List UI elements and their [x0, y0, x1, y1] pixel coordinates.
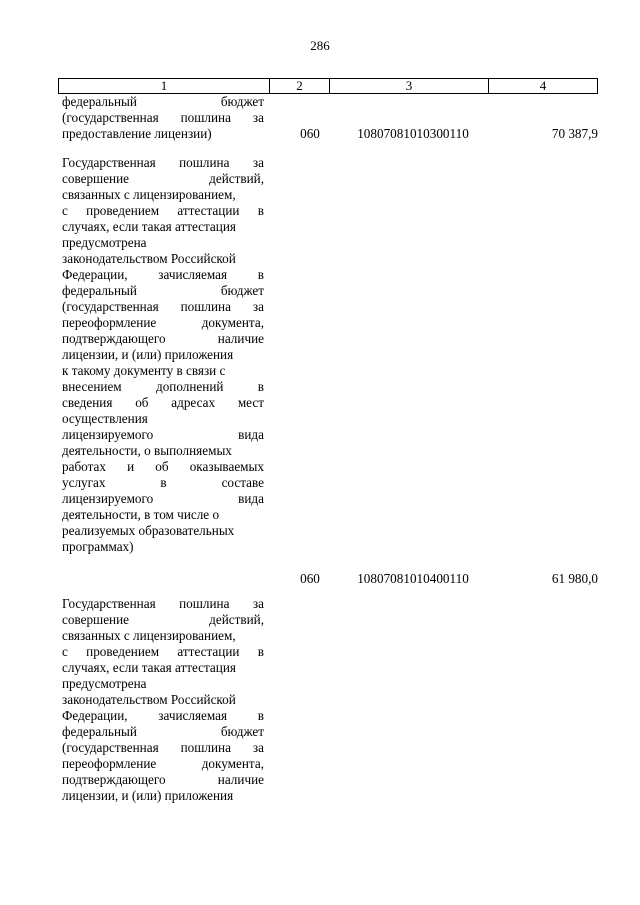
word: переоформление — [62, 756, 157, 771]
word: внесением — [62, 379, 122, 394]
text-line — [62, 708, 264, 724]
row-1-admin-code: 060 — [300, 126, 320, 141]
text-line — [62, 299, 264, 315]
word: мест — [237, 395, 264, 410]
word: пошлина — [179, 155, 230, 170]
row-1-amount: 70 387,9 — [551, 126, 598, 141]
row-2-admin-code: 060 — [300, 571, 320, 586]
text-line — [62, 347, 264, 363]
word: пошлина — [180, 740, 231, 755]
text-line — [62, 772, 264, 788]
row-1-kbk: 10807081010300110 — [357, 126, 469, 141]
header-col-1: 1 — [59, 79, 270, 93]
word: аттестации — [177, 203, 240, 218]
word: аттестации — [177, 644, 240, 659]
word: совершение — [62, 612, 130, 627]
text-line — [62, 491, 264, 507]
text-line — [62, 724, 264, 740]
word: лицензии, и (или) приложения — [62, 347, 234, 362]
word: лицензии, и (или) приложения — [62, 788, 234, 803]
word: адресах — [171, 395, 216, 410]
text-line — [62, 443, 264, 459]
word: бюджет — [220, 724, 264, 739]
text-line — [62, 203, 264, 219]
text-line — [62, 756, 264, 772]
row-2-amount: 61 980,0 — [551, 571, 598, 586]
word: в — [257, 644, 264, 659]
word: в — [257, 203, 264, 218]
word: предусмотрена — [62, 676, 147, 691]
word: к такому документу в связи с — [62, 363, 226, 378]
word: об — [155, 459, 169, 474]
text-line — [62, 267, 264, 283]
text-line — [62, 459, 264, 475]
word: случаях, если такая аттестация — [62, 219, 236, 234]
word: совершение — [62, 171, 130, 186]
table-header-row — [58, 78, 598, 94]
word: услугах — [62, 475, 106, 490]
header-col-4: 4 — [539, 78, 547, 93]
word: действий, — [209, 612, 264, 627]
word: наличие — [217, 331, 264, 346]
word: Федерации, — [62, 267, 128, 282]
word: Федерации, — [62, 708, 128, 723]
word: подтверждающего — [62, 331, 166, 346]
word: действий, — [209, 171, 264, 186]
word: пошлина — [180, 110, 231, 125]
text-line — [62, 612, 264, 628]
word: Государственная — [62, 596, 156, 611]
word: (государственная — [62, 740, 159, 755]
word: вида — [238, 491, 264, 506]
word: за — [252, 110, 264, 125]
text-line — [62, 523, 264, 539]
text-line — [62, 283, 264, 299]
word: документа, — [201, 315, 264, 330]
word: федеральный — [62, 94, 137, 109]
word: связанных с лицензированием, — [62, 628, 236, 643]
word: наличие — [217, 772, 264, 787]
word: проведением — [86, 203, 160, 218]
word: (государственная — [62, 299, 159, 314]
text-line — [62, 379, 264, 395]
word: лицензируемого — [62, 491, 154, 506]
header-col-3: 3 — [330, 79, 489, 93]
word: деятельности, о выполняемых — [62, 443, 232, 458]
word: предоставление лицензии) — [62, 126, 212, 141]
text-line — [62, 507, 264, 523]
word: с — [62, 203, 68, 218]
text-line — [62, 126, 264, 142]
word: в — [160, 475, 167, 490]
word: об — [135, 395, 149, 410]
text-line — [62, 363, 264, 379]
row-1-description — [62, 94, 264, 142]
word: сведения — [62, 395, 113, 410]
word: составе — [221, 475, 264, 490]
text-line — [62, 187, 264, 203]
text-line — [62, 235, 264, 251]
word: вида — [238, 427, 264, 442]
text-line — [62, 660, 264, 676]
text-line — [62, 395, 264, 411]
word: осуществления — [62, 411, 148, 426]
word: пошлина — [179, 596, 230, 611]
word: бюджет — [220, 94, 264, 109]
word: за — [252, 299, 264, 314]
word: Государственная — [62, 155, 156, 170]
text-line — [62, 171, 264, 187]
text-line — [62, 740, 264, 756]
word: зачисляемая — [158, 708, 228, 723]
text-line — [62, 219, 264, 235]
word: программах) — [62, 539, 134, 554]
header-col-2: 2 — [270, 79, 330, 93]
text-line — [62, 692, 264, 708]
word: федеральный — [62, 724, 137, 739]
text-line — [62, 596, 264, 612]
word: дополнений — [155, 379, 224, 394]
word: за — [252, 740, 264, 755]
text-line — [62, 155, 264, 171]
word: работах — [62, 459, 106, 474]
word: зачисляемая — [158, 267, 228, 282]
text-line — [62, 411, 264, 427]
text-line — [62, 331, 264, 347]
word: федеральный — [62, 283, 137, 298]
word: документа, — [201, 756, 264, 771]
word: в — [257, 379, 264, 394]
word: в — [257, 267, 264, 282]
text-line — [62, 628, 264, 644]
word: законодательством Российской — [62, 251, 236, 266]
word: лицензируемого — [62, 427, 154, 442]
row-3-description — [62, 596, 264, 804]
page-number: 286 — [310, 38, 330, 53]
row-2-description — [62, 155, 264, 555]
word: и — [127, 459, 135, 474]
text-line — [62, 427, 264, 443]
text-line — [62, 788, 264, 804]
text-line — [62, 94, 264, 110]
word: бюджет — [220, 283, 264, 298]
word: за — [252, 596, 264, 611]
word: законодательством Российской — [62, 692, 236, 707]
word: пошлина — [180, 299, 231, 314]
word: с — [62, 644, 68, 659]
word: реализуемых образовательных — [62, 523, 235, 538]
word: оказываемых — [189, 459, 264, 474]
text-line — [62, 315, 264, 331]
word: связанных с лицензированием, — [62, 187, 236, 202]
word: в — [257, 708, 264, 723]
word: предусмотрена — [62, 235, 147, 250]
text-line — [62, 644, 264, 660]
word: случаях, если такая аттестация — [62, 660, 236, 675]
word: переоформление — [62, 315, 157, 330]
word: проведением — [86, 644, 160, 659]
word: за — [252, 155, 264, 170]
word: (государственная — [62, 110, 159, 125]
row-2-kbk: 10807081010400110 — [357, 571, 469, 586]
text-line — [62, 110, 264, 126]
word: деятельности, в том числе о — [62, 507, 220, 522]
text-line — [62, 251, 264, 267]
text-line — [62, 539, 264, 555]
text-line — [62, 676, 264, 692]
word: подтверждающего — [62, 772, 166, 787]
text-line — [62, 475, 264, 491]
